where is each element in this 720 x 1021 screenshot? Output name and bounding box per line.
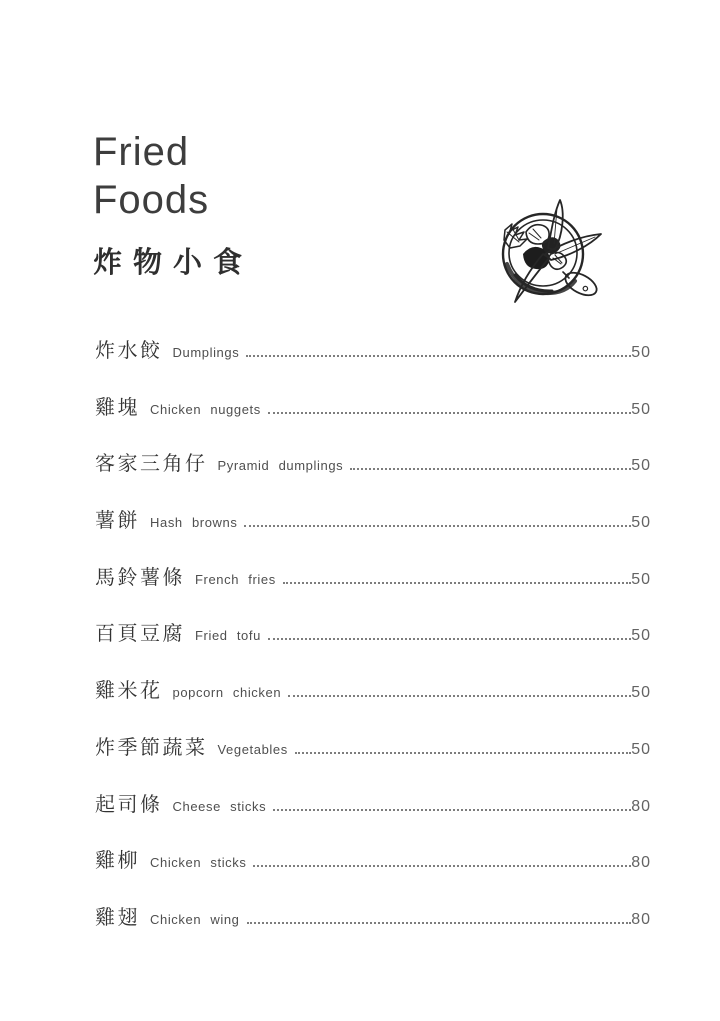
- item-name-en: Hash browns: [150, 515, 238, 531]
- page-title-line2: Foods: [93, 178, 210, 222]
- item-name-zh: 炸季節蔬菜: [95, 734, 208, 759]
- item-name-en: French fries: [195, 571, 276, 587]
- dot-leader: [295, 736, 631, 754]
- menu-header: [93, 128, 253, 281]
- item-name-en: Fried tofu: [195, 628, 261, 644]
- menu-item-row: [95, 889, 651, 946]
- item-price: 50: [631, 514, 651, 532]
- dot-leader: [268, 622, 631, 640]
- item-name-en: Chicken wing: [150, 911, 240, 927]
- dot-leader: [247, 906, 632, 924]
- item-price: 50: [631, 457, 651, 475]
- item-name-zh: 客家三角仔: [95, 451, 208, 476]
- menu-list: [95, 322, 651, 946]
- page-title: [93, 128, 253, 224]
- item-name-zh: 薯餅: [95, 508, 140, 533]
- menu-item-row: [95, 662, 651, 719]
- item-name-en: Vegetables: [217, 741, 288, 757]
- dot-leader: [273, 793, 631, 811]
- item-name-en: Dumplings: [172, 345, 240, 360]
- item-price: 50: [631, 400, 651, 418]
- dot-leader: [288, 679, 631, 697]
- item-name-zh: 雞米花: [95, 678, 163, 703]
- item-price: 80: [631, 797, 651, 815]
- item-price: 50: [631, 740, 651, 758]
- item-name-zh: 雞塊: [95, 394, 140, 419]
- dot-leader: [350, 452, 631, 470]
- page-title-line1: Fried: [93, 130, 190, 174]
- dot-leader: [253, 849, 631, 867]
- item-name-zh: 馬鈴薯條: [95, 564, 185, 589]
- dot-leader: [283, 566, 631, 584]
- item-name-en: popcorn chicken: [172, 685, 282, 701]
- item-name-zh: 百頁豆腐: [95, 621, 185, 646]
- item-name-en: Chicken sticks: [150, 855, 247, 871]
- item-name-en: Pyramid dumplings: [217, 458, 344, 474]
- item-name-en: Cheese sticks: [172, 798, 267, 814]
- menu-item-row: [95, 776, 651, 833]
- dot-leader: [244, 509, 631, 527]
- item-price: 80: [631, 854, 651, 872]
- dot-leader: [268, 396, 631, 414]
- menu-item-row: [95, 379, 651, 436]
- item-price: 80: [631, 910, 651, 928]
- item-price: 50: [631, 627, 651, 645]
- item-name-zh: 雞翅: [95, 904, 140, 929]
- fried-food-plate-illustration: [493, 192, 611, 312]
- dot-leader: [246, 339, 631, 357]
- menu-item-row: [95, 832, 651, 889]
- menu-item-row: [95, 322, 651, 379]
- item-price: 50: [631, 684, 651, 702]
- item-name-zh: 起司條: [95, 791, 163, 816]
- item-name-zh: 雞柳: [95, 848, 140, 873]
- item-price: 50: [631, 570, 651, 588]
- page-title-chinese: 炸物小食: [93, 245, 254, 279]
- menu-item-row: [95, 719, 651, 776]
- item-name-zh: 炸水餃: [95, 338, 163, 362]
- menu-item-row: [95, 435, 651, 492]
- menu-item-row: [95, 605, 651, 662]
- item-price: 50: [631, 344, 651, 361]
- menu-item-row: [95, 549, 651, 606]
- item-name-en: Chicken nuggets: [150, 401, 261, 417]
- menu-item-row: [95, 492, 651, 549]
